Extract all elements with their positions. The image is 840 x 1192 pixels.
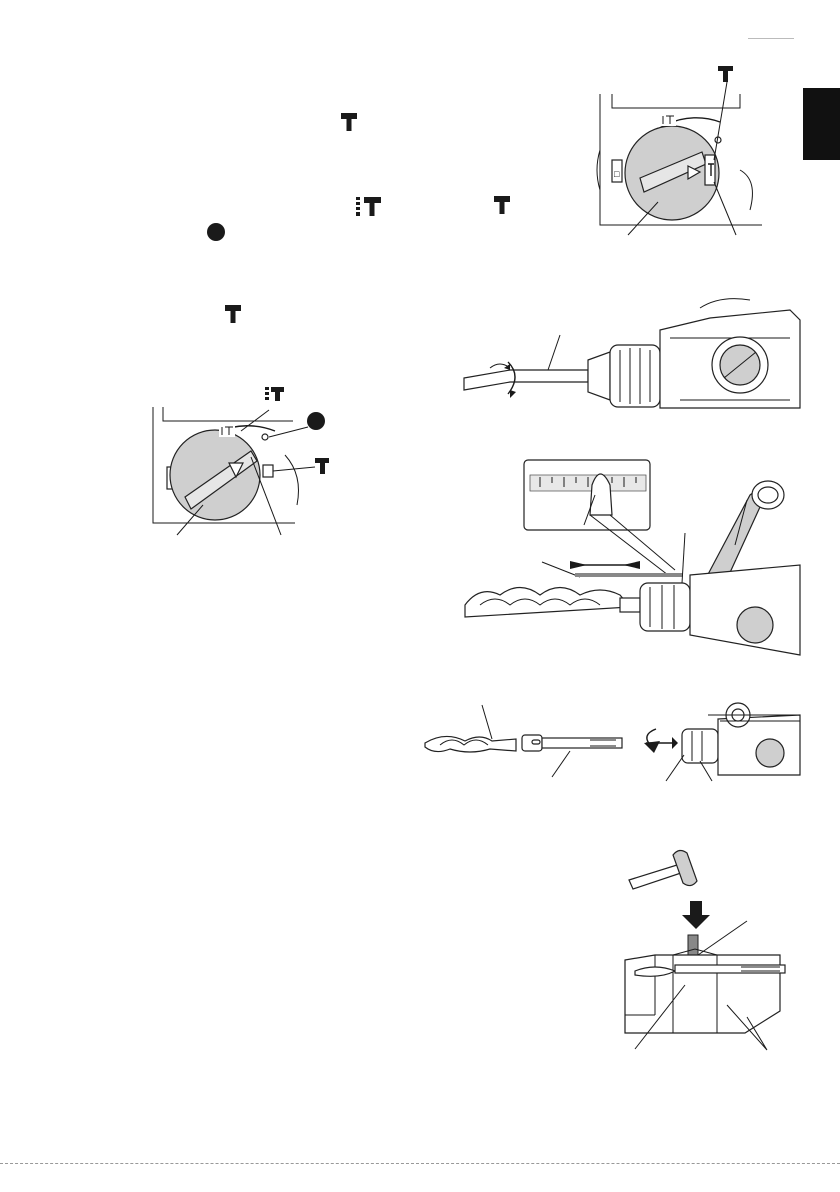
hammer-handle <box>629 865 681 889</box>
adapter-removal-figure <box>615 845 785 1060</box>
zoom-inset <box>524 460 650 530</box>
hammer-icon <box>340 112 358 132</box>
chuck <box>682 729 718 763</box>
hammer-icon <box>224 304 242 324</box>
mode-dial-hammer-figure <box>590 60 790 240</box>
adapter <box>675 965 785 973</box>
chuck <box>640 583 690 631</box>
language-tab <box>803 88 840 160</box>
chisel-bit <box>464 370 588 390</box>
down-arrow <box>682 901 710 929</box>
dot-icon <box>206 222 226 242</box>
rotary-hammer-icon <box>355 195 385 217</box>
adapter-insertion-figure <box>420 695 800 785</box>
header-rule <box>748 38 794 39</box>
hammer-icon <box>493 195 511 215</box>
chuck <box>610 345 660 407</box>
page-edge <box>0 1163 840 1164</box>
drill-bit <box>425 736 516 752</box>
depth-gauge-rod <box>575 573 683 577</box>
drill-bit <box>465 588 630 618</box>
mode-dial-rotary-figure <box>145 385 345 545</box>
dot-icon <box>307 412 325 430</box>
mode-dial <box>170 430 260 520</box>
chisel-chuck-figure <box>460 290 800 420</box>
svg-text:□: □ <box>614 169 620 179</box>
depth-gauge-figure <box>460 455 800 655</box>
